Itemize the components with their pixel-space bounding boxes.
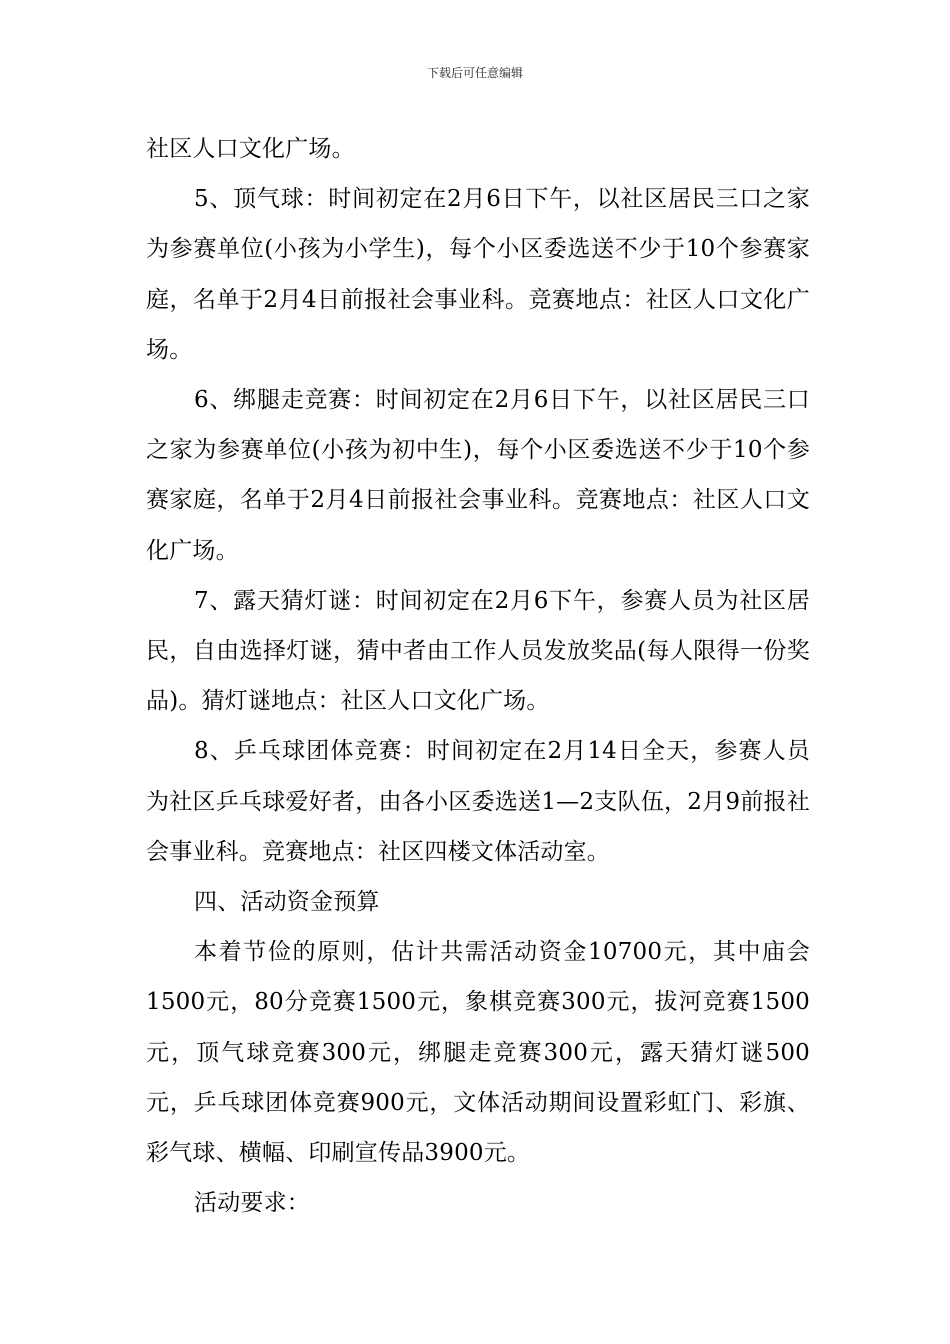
paragraph-item-5: 5、顶气球：时间初定在2月6日下午，以社区居民三口之家为参赛单位(小孩为小学生)，每个小区委选送不少于10个参赛家庭，名单于2月4日前报社会事业科。竞赛地点：社区人口文化广场。 [146,186,810,363]
paragraph-item-8: 8、乒乓球团体竞赛：时间初定在2月14日全天，参赛人员为社区乒乓球爱好者，由各小区委选送1—2支队伍，2月9前报社会事业科。竞赛地点：社区四楼文体活动室。 [146,738,810,865]
document-body [146,124,810,1228]
page-header: 下载后可任意编辑 [426,66,523,80]
paragraph-item-6: 6、绑腿走竞赛：时间初定在2月6日下午，以社区居民三口之家为参赛单位(小孩为初中生)，每个小区委选送不少于10个参赛家庭，名单于2月4日前报社会事业科。竞赛地点：社区人口文化广场。 [146,387,810,564]
paragraph-continuation: 社区人口文化广场。 [146,136,355,162]
paragraph-requirements-heading: 活动要求： [194,1190,310,1217]
paragraph-budget: 本着节俭的原则，估计共需活动资金10700元，其中庙会1500元，80分竞赛1500元，象棋竞赛300元，拔河竞赛1500元，顶气球竞赛300元，绑腿走竞赛300元，露天猜灯谜500元，乒乓球团体竞赛900元，文体活动期间设置彩虹门、彩旗、彩气球、横幅、印刷宣传品3900元。 [146,939,810,1167]
paragraph-item-7: 7、露天猜灯谜：时间初定在2月6下午，参赛人员为社区居民，自由选择灯谜，猜中者由工作人员发放奖品(每人限得一份奖品)。猜灯谜地点：社区人口文化广场。 [146,587,810,715]
section-heading-budget: 四、活动资金预算 [194,889,380,916]
